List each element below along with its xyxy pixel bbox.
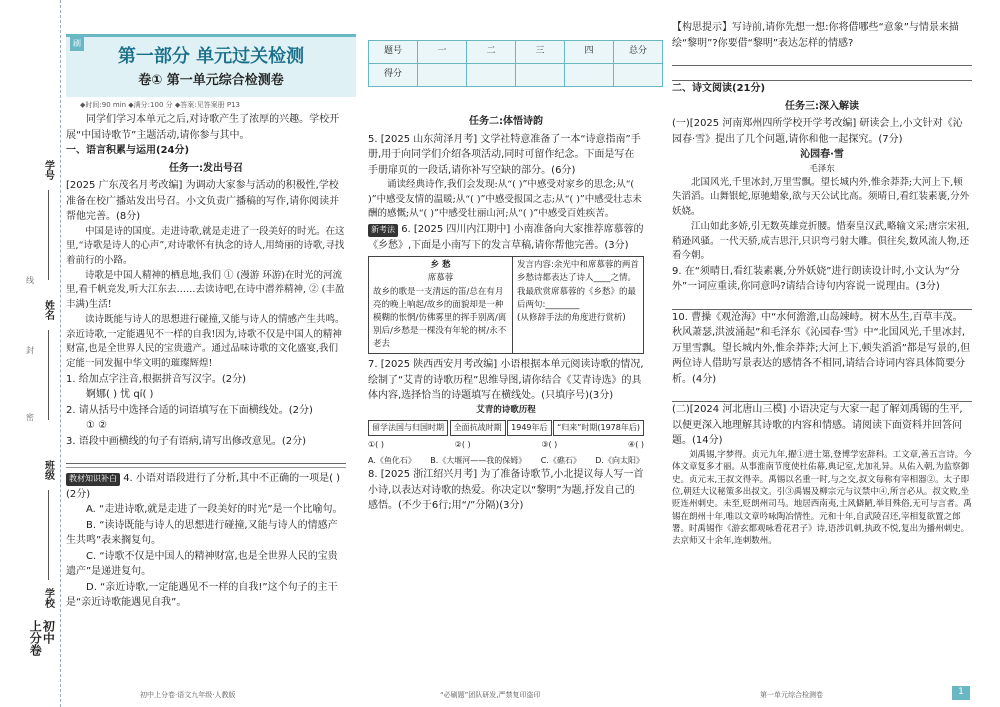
poem-author: 席慕蓉 [427, 273, 454, 284]
option-c[interactable]: C. “诗歌不仅是中国人的精神财富,也是全世界人民的宝贵遗产”是递进复句。 [66, 550, 338, 578]
question-6: 6. [2025 四川内江期中] 小南准备向大家推荐席慕蓉的《乡愁》,下面是小南写下的发言草稿,请你帮他完善。(3分) [368, 224, 644, 251]
poem-title: 乡 愁 [430, 260, 451, 271]
intro-text: 同学们学习本单元之后,对诗歌产生了浓厚的兴趣。学校开展“中国诗歌节”主题活动,请你参与其中。 [66, 114, 340, 141]
seal-mark: 封 [26, 346, 34, 355]
score-table [368, 40, 663, 87]
passage-para-3: 读诗既能与诗人的思想进行碰撞,又能与诗人的情感产生共鸣。亲近诗歌,一定能遇见不一样的自我!因为,诗歌不仅是中国人的精神财富,也是全世界人民的宝贵遗产。通过品味诗歌的文化盛宴,我们定能一同发掘中华文明的璀璨辉煌! [66, 313, 345, 369]
question-3: 3. 语段中画横线的句子有语病,请写出修改意见。(2分) [66, 435, 307, 447]
flow-chart [368, 420, 644, 436]
flow-answer[interactable]: ③( ) [541, 440, 558, 450]
question-2-answer[interactable]: ① ② [86, 420, 108, 432]
flow-answer[interactable]: ①( ) [368, 440, 384, 450]
title-banner [66, 34, 356, 97]
task-2-title: 任务二:体悟诗韵 [469, 116, 543, 127]
textbook-tag: 教材知识补白 [66, 473, 120, 485]
section-2-title: 二、诗文阅读(21分) [672, 83, 766, 94]
section-1-title: 一、语言积累与运用(24分) [66, 145, 190, 156]
poem2-author: 毛泽东 [809, 163, 835, 174]
page-title: 第一部分 单元过关检测 [117, 46, 305, 67]
answer-line[interactable] [66, 449, 346, 464]
passage-para-1: 中国是诗的国度。走进诗歌,就是走进了一段美好的时光。在这里,“诗歌是诗人的心声”,对诗歌怀有执念的诗人,用绮丽的诗歌,寻找着前行的小路。 [66, 225, 345, 266]
task-1-desc: [2025 广东茂名月考改编] 为调动大家参与活动的积极性,学校准备在校广播站发出号召。小文负责广播稿的写作,请你阅读并帮他完善。(8分) [66, 180, 340, 222]
poem2-title: 沁园春·雪 [800, 149, 844, 160]
option-a[interactable]: A. “走进诗歌,就是走进了一段美好的时光”是一个比喻句。 [86, 504, 343, 516]
question-7: 7. [2025 陕西西安月考改编] 小语根据本单元阅读诗歌的情况,绘制了“艾青的诗歌历程”思维导图,请你结合《艾青诗选》的具体内容,选择恰当的诗题填写在横线处。(只填序号)(3分) [368, 359, 644, 402]
page-subtitle: 卷① 第一单元综合检测卷 [138, 73, 284, 88]
sub-part-1: (一)[2025 河南郑州四所学校开学考改编] 研读会上,小文针对《沁园春·雪》提出了几个问题,请你和他一起探究。(7分) [672, 118, 963, 145]
poem-body: 故乡的歌是一支清远的笛/总在有月亮的晚上响起/故乡的面貌却是一种模糊的怅惘/仿佛雾里的挥手别离/离别后/乡愁是一棵没有年轮的树/永不老去 [373, 286, 507, 350]
question-1-answer[interactable]: 婀娜( ) 忧 qí( ) [86, 389, 154, 401]
question-2: 2. 请从括号中选择合适的词语填写在下面横线处。(2分) [66, 404, 313, 416]
passage-para-2: 诗歌是中国人精神的栖息地,我们 ① (漫游 环游)在时光的河流里,看千帆竞发,听大江东去……去读诗吧,在诗中潜养精神, ② (丰盈 丰满)生活! [66, 269, 345, 311]
school-label: 学校 [42, 588, 54, 608]
score-value-row: 得分 [369, 64, 663, 87]
flow-node: 1949年后 [507, 420, 551, 436]
question-5: 5. [2025 山东菏泽月考] 文学社特意准备了一本“诗意指南”手册,用于向同学们介绍各项活动,同时可留作纪念。下面是写在手册扉页的一段话,请你补写空缺的部分。(6分) [368, 133, 641, 176]
poem-box [368, 256, 644, 354]
poem2-para-2: 江山如此多娇,引无数英雄竞折腰。惜秦皇汉武,略输文采;唐宗宋祖,稍逊风骚。一代天骄,成吉思汗,只识弯弓射大雕。俱往矣,数风流人物,还看今朝。 [672, 220, 970, 262]
column-3 [672, 20, 972, 547]
footer-right: 第一单元综合检测卷 [760, 691, 823, 699]
flow-node: 全面抗战时期 [450, 420, 506, 436]
speech-hint: (从修辞手法的角度进行赏析) [517, 312, 626, 323]
divider [66, 467, 346, 468]
speech-draft[interactable]: 发言内容:余光中和席慕蓉的两首乡愁诗都表达了诗人____之情。我最欣赏席慕蓉的《乡愁》的最后两句:________ [517, 260, 639, 310]
task-3-title: 任务三:深入解读 [785, 100, 859, 112]
answer-line[interactable] [672, 295, 972, 310]
secret-mark: 密 [26, 413, 34, 422]
new-method-tag: 新考法 [368, 224, 398, 236]
question-10: 10. 曹操《观沧海》中“水何澹澹,山岛竦峙。树木丛生,百草丰茂。秋风萧瑟,洪波涌起”和毛泽东《沁园春·雪》中“北国风光,千里冰封,万里雪飘。望长城内外,惟余莽莽;大河上下,顿失滔滔”都是写景的,但两位诗人借助写景表达的感情各不相同,请结合诗词内容具体简要分析。(4分) [672, 311, 971, 385]
poem2-para-1: 北国风光,千里冰封,万里雪飘。望长城内外,惟余莽莽;大河上下,顿失滔滔。山舞银蛇,原驰蜡象,欲与天公试比高。须晴日,看红装素裹,分外妖娆。 [672, 176, 970, 218]
footer-left: 初中上分卷·语文九年级·人教版 [140, 691, 236, 699]
page-number: 1 [952, 686, 970, 700]
option-d[interactable]: D. “亲近诗歌,一定能遇见不一样的自我!”这个句子的主干是“亲近诗歌能遇见自我”。 [66, 581, 338, 609]
brush-badge: 刷 [70, 37, 84, 51]
name-field[interactable] [48, 330, 49, 420]
flow-answer[interactable]: ②( ) [454, 440, 471, 450]
sub-part-2: (二)[2024 河北唐山三模] 小语决定与大家一起了解刘禹锡的生平,以便更深入地理解其诗歌的内容和情感。请阅读下面资料并回答问题。(14分) [672, 404, 963, 447]
answer-line[interactable] [672, 66, 972, 81]
flow-options: A.《鱼化石》 B.《大堰河——我的保姆》 C.《礁石》 D.《向太阳》 [368, 455, 644, 465]
student-no-field[interactable] [48, 190, 49, 280]
flow-title: 艾青的诗歌历程 [476, 404, 536, 415]
answer-line[interactable] [672, 387, 972, 402]
column-2 [368, 112, 644, 514]
binding-strip [0, 0, 61, 707]
answer-line[interactable] [672, 51, 972, 66]
task-1-title: 任务一:发出号召 [169, 162, 243, 174]
question-5-text[interactable]: 诵读经典诗作,我们会发现:从“( )”中感受对家乡的思念;从“( )”中感受友情的温暖;从“( )”中感受报国之志;从“( )”中感受壮志未酬的感慨;从“( )”中感受壮丽山河;从“( )”中感受百姓疾苦。 [368, 179, 642, 220]
class-label: 班级 [42, 460, 54, 480]
student-no-label: 学号 [42, 160, 54, 180]
question-4: 4. 小语对语段进行了分析,其中不正确的一项是( )(2分) [66, 473, 341, 500]
writing-hint: 【构思提示】写诗前,请你先想一想:你将借哪些“意象”与情景来描绘“黎明”?你要借“黎明”表达怎样的情感? [672, 22, 959, 49]
cut-mark: 线 [26, 276, 34, 285]
question-8: 8. [2025 浙江绍兴月考] 为了准备诗歌节,小北提议每人写一首小诗,以表达对诗歌的热爱。你决定以“黎明”为题,抒发自己的感悟。(不少于6行;用“/”分隔)(3分) [368, 469, 644, 512]
option-b[interactable]: B. “读诗既能与诗人的思想进行碰撞,又能与诗人的情感产生共鸣”表来搁复句。 [66, 519, 338, 547]
flow-answers [368, 439, 644, 451]
exam-meta: ◆时间:90 min ◆满分:100 分 ◆答案:见答案册 P13 [80, 101, 240, 109]
score-header-row: 题号 一 二 三 四 总分 [369, 41, 663, 64]
column-1 [66, 112, 346, 611]
flow-node: 留学法国与归国时期 [368, 420, 448, 436]
class-field[interactable] [48, 490, 49, 580]
question-1: 1. 给加点字注音,根据拼音写汉字。(2分) [66, 373, 247, 385]
name-label: 姓名 [42, 300, 54, 320]
footer-center: “必刷题”团队研发,严禁复印盗印 [440, 691, 541, 699]
biography-text: 刘禹锡,字梦得。贞元九年,擢①进士第,登博学宏辞科。工文章,善五言诗。今体文章复多才丽。从事淮南节度使杜佑幕,典记室,尤加礼异。从佑入朝,为监察御史。贞元末,王叔文得幸。禹锡以名重一时,与之交,叔文每称有宰相器②。太子即位,朝廷大议秘策多出叔文。引③禹锡及柳宗元与议禁中④,所言必从。叔文败,坐贬连州刺史。未至,贬朗州司马。地居西南夷,土风僻陋,举目殊俗,无可与言者。禹锡在朗州十年,唯以文章吟咏陶冶情性。元和十年,自武陵召还,宰相复欲置之郎署。时禹锡作《游玄都观咏看花君子》诗,语涉讥刺,执政不悦,复出为播州刺史。去京师又十余年,连刺数州。 [672, 449, 972, 547]
question-9: 9. 在“须晴日,看红装素裹,分外妖娆”进行朗读设计时,小文认为“分外”一词应重读,你同意吗?请结合诗句内容说一说理由。(3分) [672, 265, 960, 293]
flow-answer[interactable]: ④( ) [628, 440, 644, 450]
flow-node: “归来”时期(1978年后) [553, 420, 644, 436]
brand-logo: 初中 上分卷 [28, 620, 56, 656]
